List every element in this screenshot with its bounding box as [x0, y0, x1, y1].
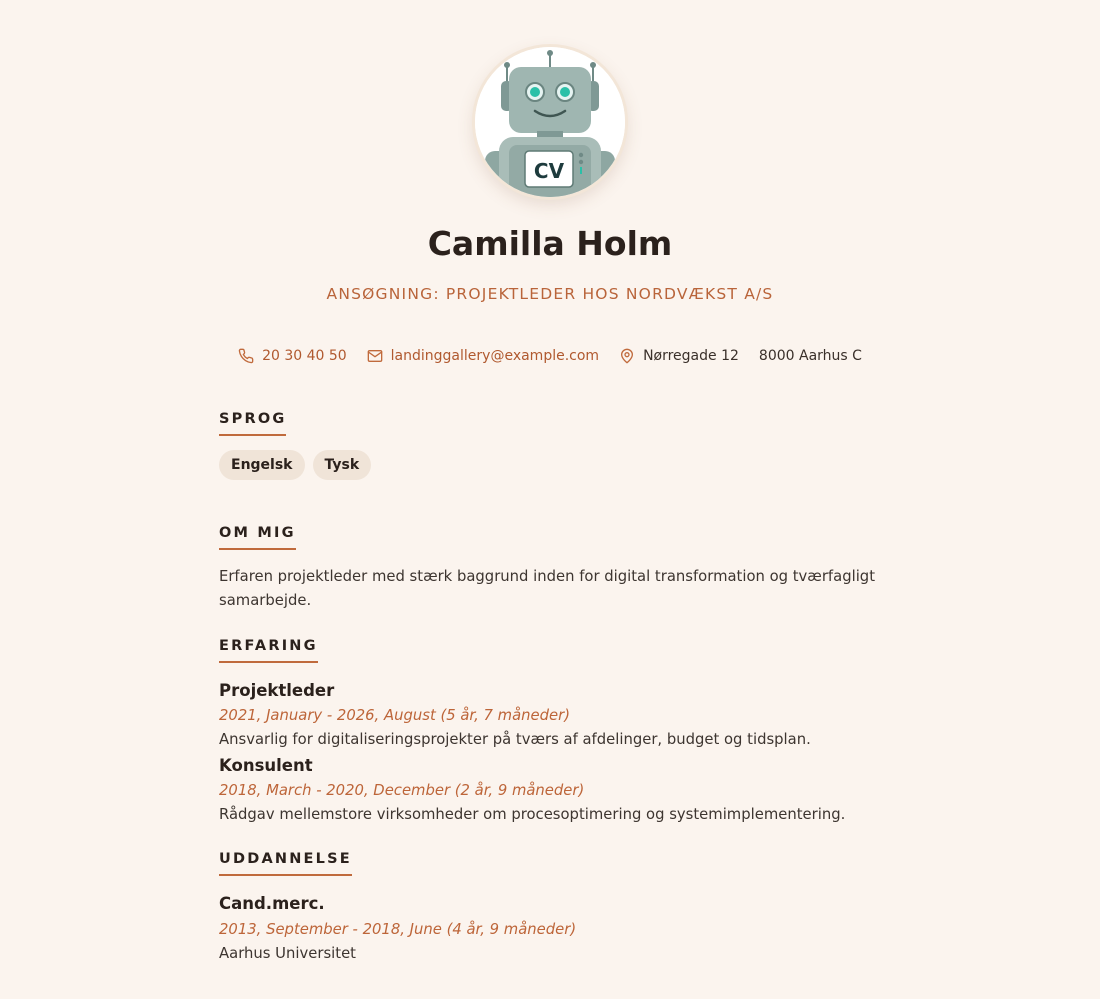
experience-dates: 2018, March - 2020, December (2 år, 9 måneder) — [219, 782, 585, 799]
contact-phone[interactable] — [238, 348, 347, 364]
education-title: Cand.merc. — [219, 894, 325, 913]
experience-title: Konsulent — [219, 756, 313, 775]
email-address: landinggallery@example.com — [390, 348, 600, 364]
experience-title: Projektleder — [219, 681, 335, 700]
section-title-about: OM MIG — [219, 525, 296, 550]
language-list — [219, 450, 379, 480]
street-address: Nørregade 12 — [643, 348, 739, 364]
about-text: Erfaren projektleder med stærk baggrund inden for digital transformation og tværfagligt samarbejde. — [219, 568, 875, 609]
application-subtitle: ANSØGNING: PROJEKTLEDER HOS NORDVÆKST A/S — [326, 285, 774, 303]
contact-address — [619, 347, 739, 365]
experience-description: Rådgav mellemstore virksomheder om procesoptimering og systemimplementering. — [219, 806, 846, 823]
contact-city — [759, 348, 862, 364]
section-title-experience: ERFARING — [219, 638, 318, 663]
language-chip: Tysk — [313, 450, 372, 480]
education-dates: 2013, September - 2018, June (4 år, 9 måneder) — [219, 921, 577, 938]
contact-email[interactable] — [367, 348, 599, 364]
mail-icon — [367, 348, 383, 364]
city-postcode: 8000 Aarhus C — [758, 348, 862, 364]
language-chip: Engelsk — [219, 450, 305, 480]
section-title-languages: SPROG — [219, 411, 286, 436]
avatar — [475, 47, 625, 197]
svg-text:CV: CV — [533, 159, 565, 183]
location-pin-icon — [619, 347, 635, 365]
education-institution: Aarhus Universitet — [219, 945, 356, 962]
experience-dates: 2021, January - 2026, August (5 år, 7 måneder) — [219, 707, 570, 724]
experience-description: Ansvarlig for digitaliseringsprojekter på tværs af afdelinger, budget og tidsplan. — [219, 731, 811, 748]
phone-number: 20 30 40 50 — [262, 348, 347, 364]
section-title-education: UDDANNELSE — [219, 851, 352, 876]
robot-avatar-icon — [475, 47, 625, 197]
contact-bar — [0, 347, 1100, 365]
phone-icon — [238, 348, 254, 364]
candidate-name: Camilla Holm — [427, 224, 673, 263]
